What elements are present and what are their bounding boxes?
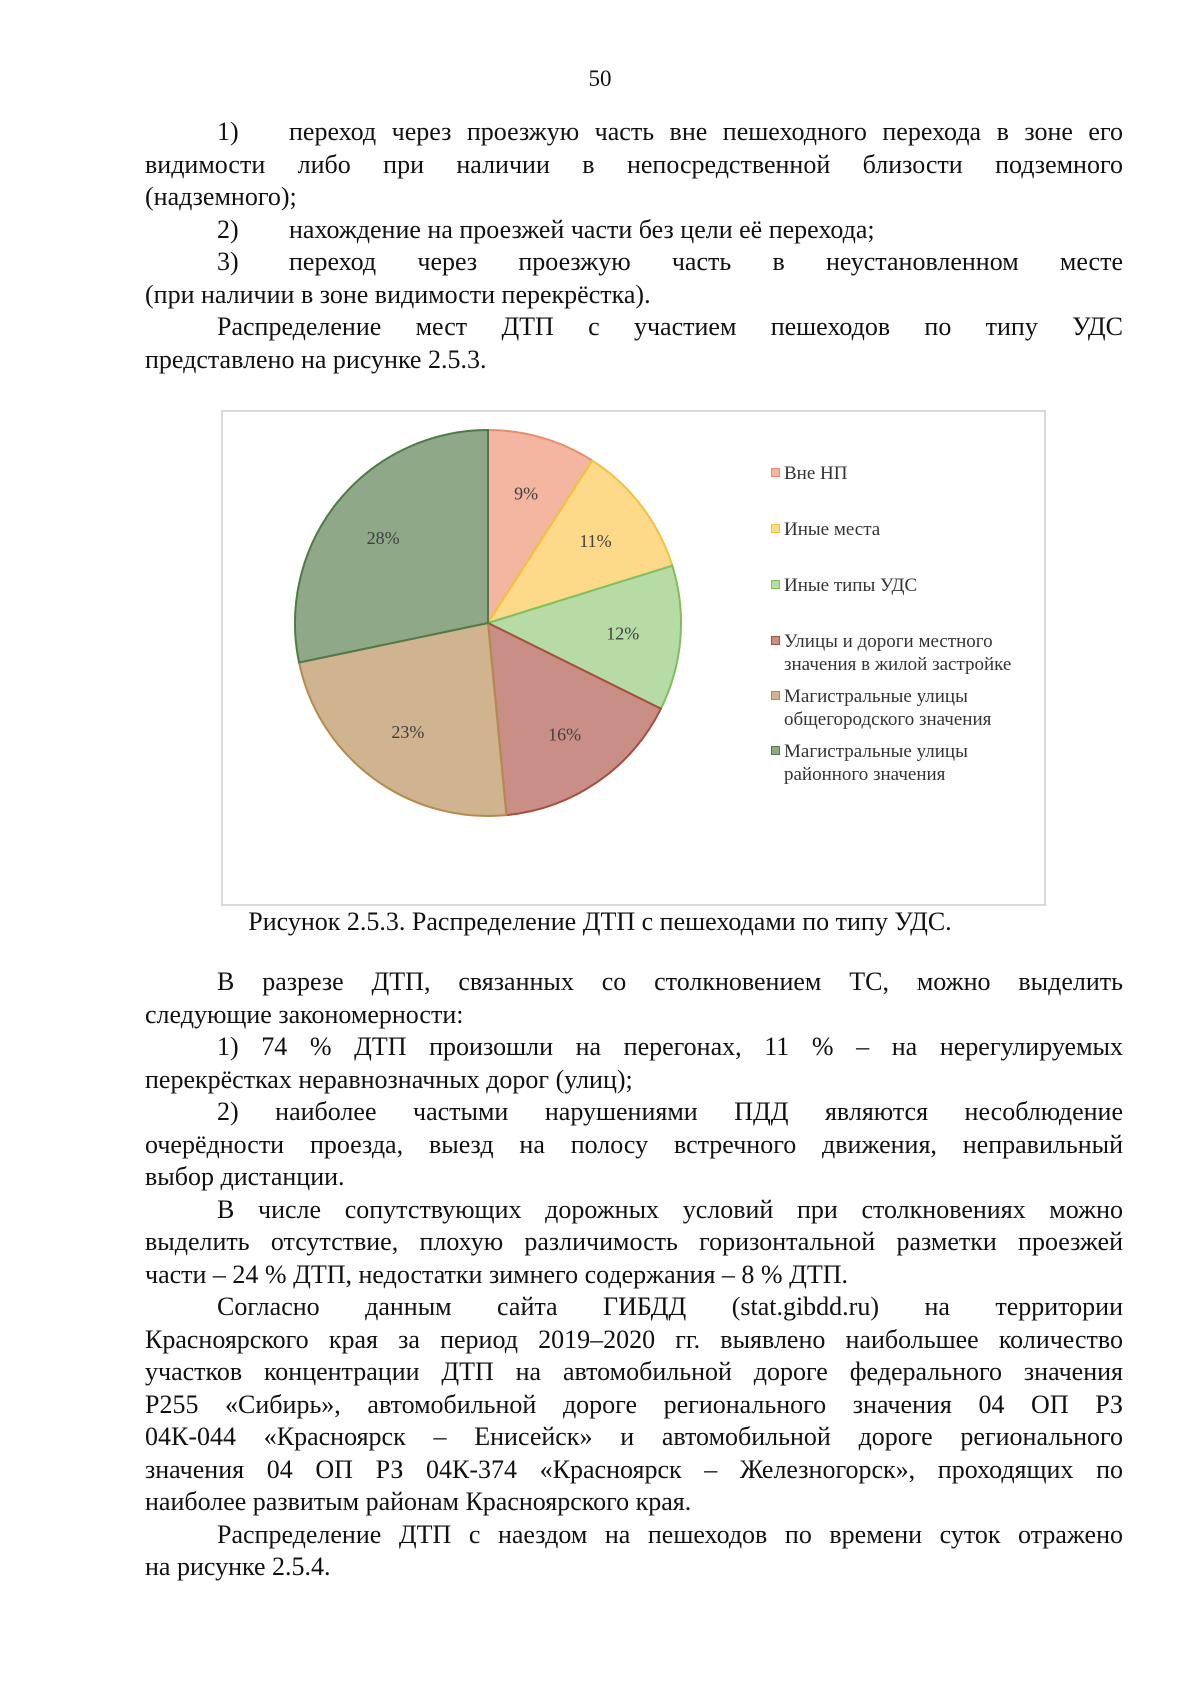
pie-slice-label: 11% [579, 531, 612, 552]
text-line: выделить отсутствие, плохую различимость горизонтальной разметки проезжей [145, 1227, 1123, 1256]
legend-label-line: Магистральные улицы [784, 741, 968, 762]
list-item-2 [145, 214, 1123, 247]
legend-label-line: Улицы и дороги местного [784, 631, 993, 652]
text-line: значения 04 ОП РЗ 04К-374 «Красноярск – Железногорск», проходящих по [145, 1454, 1123, 1484]
list-item-3 [145, 246, 1123, 279]
legend-label-line: Иные места [784, 519, 881, 540]
text-line: (надземного); [145, 182, 297, 211]
pie-chart [221, 410, 1046, 906]
list-number: 3) [217, 247, 239, 276]
body-text-bottom [145, 966, 1123, 1584]
pie-slice-label: 9% [514, 483, 539, 504]
text-line: Распределение ДТП с наездом на пешеходов по времени суток отражено [217, 1519, 1123, 1549]
text-line: В разрезе ДТП, связанных со столкновением ТС, можно выделить [217, 967, 1123, 996]
legend-label [784, 630, 1039, 676]
legend-swatch [771, 636, 780, 645]
legend-label-line: Магистральные улицы [784, 686, 968, 707]
legend-swatch [771, 524, 780, 533]
page-number: 50 [588, 66, 612, 91]
text-line: Р255 «Сибирь», автомобильной дороге регионального значения 04 ОП РЗ [145, 1389, 1123, 1419]
text-line: участков концентрации ДТП на автомобильной дороге федерального значения [145, 1357, 1123, 1386]
list-text: переход через проезжую часть в неустановленном месте [289, 247, 1123, 276]
pie-slice-label: 12% [606, 623, 640, 644]
text-line: Согласно данным сайта ГИБДД (stat.gibdd.ru) на территории [217, 1292, 1123, 1321]
legend-swatch [771, 691, 780, 700]
legend-label-line: Вне НП [784, 463, 848, 484]
legend-label-line: общегородского значения [784, 709, 992, 730]
chart-legend [769, 412, 1039, 902]
legend-label [784, 740, 1039, 786]
text-line: перекрёстках неравнозначных дорог (улиц); [145, 1064, 633, 1094]
legend-swatch [771, 580, 780, 589]
list-text: нахождение на проезжей части без цели её перехода; [289, 214, 875, 244]
legend-label-line: районного значения [784, 764, 946, 785]
legend-label [784, 462, 1039, 485]
text-line: 04К-044 «Красноярск – Енисейск» и автомобильной дороге регионального [145, 1422, 1123, 1451]
text-line: 1) 74 % ДТП произошли на перегонах, 11 % – на нерегулируемых [217, 1032, 1123, 1061]
text-line: видимости либо при наличии в непосредственной близости подземного [145, 149, 1123, 179]
text-line: на рисунке 2.5.4. [145, 1552, 331, 1581]
list-number: 2) [217, 214, 239, 244]
text-line: Распределение мест ДТП с участием пешеходов по типу УДС [217, 312, 1123, 341]
text-line: В числе сопутствующих дорожных условий при столкновениях можно [217, 1194, 1123, 1224]
text-line: представлено на рисунке 2.5.3. [145, 344, 487, 374]
text-line: части – 24 % ДТП, недостатки зимнего содержания – 8 % ДТП. [145, 1259, 848, 1289]
text-line: Красноярского края за период 2019–2020 гг. выявлено наибольшее количество [145, 1324, 1123, 1354]
list-text: переход через проезжую часть вне пешеходного перехода в зоне его [289, 117, 1123, 146]
legend-label [784, 685, 1039, 731]
body-text-top [145, 116, 1123, 376]
text-line: наиболее развитым районам Красноярского края. [145, 1487, 692, 1516]
text-line: очерёдности проезда, выезд на полосу встречного движения, неправильный [145, 1129, 1123, 1159]
text-line: следующие закономерности: [145, 999, 464, 1029]
pie-slice-label: 28% [366, 527, 400, 548]
pie-slice-label: 23% [391, 721, 425, 742]
list-number: 1) [217, 117, 239, 146]
legend-label-line: значения в жилой застройке [784, 654, 1012, 675]
legend-swatch [771, 468, 780, 477]
legend-label-line: Иные типы УДС [784, 575, 918, 596]
pie-slice-label: 16% [548, 724, 582, 745]
text-line: 2) наиболее частыми нарушениями ПДД являются несоблюдение [217, 1097, 1123, 1126]
text-line: (при наличии в зоне видимости перекрёстка). [145, 279, 651, 309]
figure-caption: Рисунок 2.5.3. Распределение ДТП с пешеходами по типу УДС. [248, 907, 952, 936]
text-line: выбор дистанции. [145, 1162, 345, 1191]
legend-label [784, 574, 1039, 597]
list-item-1 [145, 116, 1123, 149]
legend-label [784, 518, 1039, 541]
legend-swatch [771, 746, 780, 755]
